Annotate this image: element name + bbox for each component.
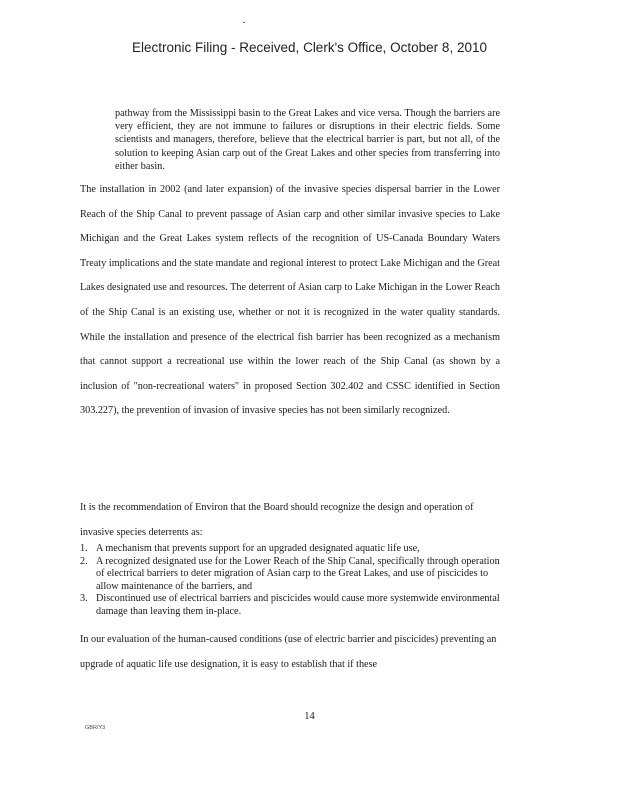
- list-item-number: 3.: [80, 593, 88, 605]
- scan-speck: [243, 22, 245, 23]
- recommendation-list: [80, 543, 500, 619]
- list-item-text: Discontinued use of electrical barriers and piscicides would cause more systemwide environmental damage than leaving them in-place.: [96, 593, 500, 617]
- list-item-number: 1.: [80, 543, 88, 554]
- list-item: [80, 593, 500, 618]
- list-item-text: A recognized designated use for the Lower Reach of the Ship Canal, specifically through operation of electrical barriers to deter migration of Asian carp to the Great Lakes, and use of piscicides to allow maintenance of the barriers, and: [96, 555, 500, 592]
- paragraph-evaluation: In our evaluation of the human-caused conditions (use of electric barrier and piscicides) preventing an upgrade of aquatic life use designation, it is easy to establish that if these: [80, 634, 497, 670]
- footer-document-code: GBR/Y3: [85, 725, 106, 731]
- page-number: 14: [304, 711, 315, 722]
- list-item: [80, 556, 500, 594]
- paragraph-barrier-installation: The installation in 2002 (and later expansion) of the invasive species dispersal barrier in the Lower Reach of the Ship Canal to prevent passage of Asian carp and other similar invasive species to Lake Michigan and the Great Lakes system reflects of the recognition of US-Canada Boundary Waters Treaty implications and the state mandate and regional interest to protect Lake Michigan and the Great Lakes designated use and resources. The deterrent of Asian carp to Lake Michigan in the Lower Reach of the Ship Canal is an existing use, whether or not it is recognized in the water quality standards. While the installation and presence of the electrical fish barrier has been recognized as a mechanism that cannot support a recreational use within the lower reach of the Ship Canal (as shown by a inclusion of "non-recreational waters" in proposed Section 302.402 and CSSC identified in Section 303.227), the prevention of invasion of invasive species has not been similarly recognized.: [80, 184, 500, 417]
- list-item: [80, 543, 500, 556]
- filing-stamp-header: Electronic Filing - Received, Clerk's Office, October 8, 2010: [132, 40, 487, 55]
- block-quote: pathway from the Mississippi basin to the Great Lakes and vice versa. Though the barriers are very efficient, they are not immune to failures or disruptions in their electric fields. Some scientists and managers, therefore, believe that the electrical barrier is part, but not all, of the solution to keeping Asian carp out of the Great Lakes and other species from transferring into either basin.: [115, 108, 500, 172]
- list-item-number: 2.: [80, 555, 88, 567]
- list-item-text: A mechanism that prevents support for an upgraded designated aquatic life use,: [96, 543, 420, 554]
- paragraph-recommendation: It is the recommendation of Environ that the Board should recognize the design and operation of invasive species deterrents as:: [80, 502, 474, 538]
